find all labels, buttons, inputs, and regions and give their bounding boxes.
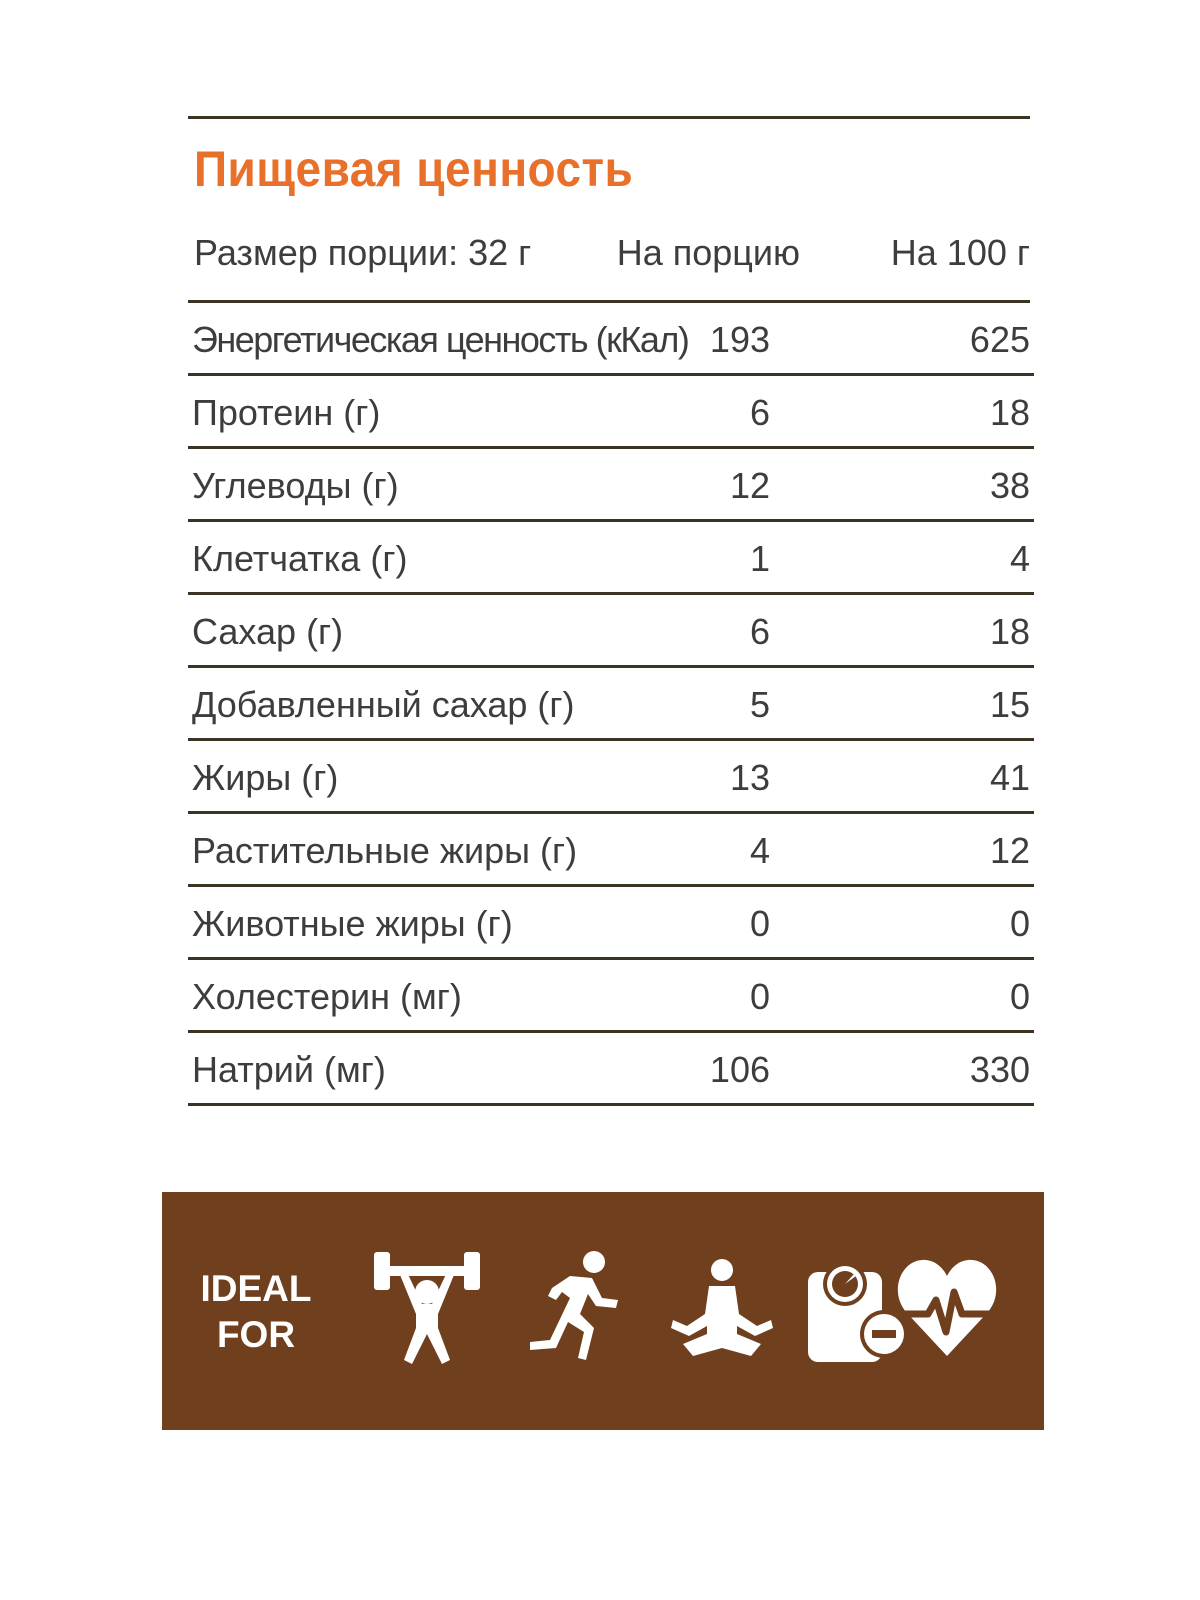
table-row [188, 887, 1034, 960]
per-100g-value: 15 [989, 684, 1030, 725]
table-header [194, 232, 1030, 292]
nutrition-table [188, 303, 1034, 1106]
per-100g-value: 0 [1009, 976, 1030, 1017]
per-100g-value: 625 [969, 319, 1030, 360]
per-serving-value: 12 [729, 465, 770, 506]
per-100g-value: 18 [989, 392, 1030, 433]
per-serving-value: 6 [749, 611, 770, 652]
table-row [188, 449, 1034, 522]
per-serving-header: На порцию [616, 232, 800, 273]
top-divider [188, 116, 1030, 119]
per-100g-value: 41 [989, 757, 1030, 798]
per-serving-value: 6 [749, 392, 770, 433]
per-100g-header: На 100 г [890, 232, 1030, 273]
per-100g-value: 38 [989, 465, 1030, 506]
per-100g-value: 18 [989, 611, 1030, 652]
per-100g-value: 4 [1009, 538, 1030, 579]
ideal-for-band [162, 1192, 1044, 1430]
per-serving-value: 13 [729, 757, 770, 798]
ideal-line: IDEAL [200, 1268, 312, 1309]
per-serving-value: 0 [749, 903, 770, 944]
nutrient-name: Холестерин (мг) [192, 976, 462, 1017]
nutrient-name: Растительные жиры (г) [192, 830, 578, 871]
table-row [188, 376, 1034, 449]
table-row [188, 814, 1034, 887]
per-serving-value: 5 [749, 684, 770, 725]
running-icon [522, 1248, 632, 1368]
nutrient-name: Жиры (г) [192, 757, 339, 798]
per-serving-value: 193 [709, 319, 770, 360]
nutrient-name: Углеводы (г) [192, 465, 399, 506]
per-serving-value: 106 [709, 1049, 770, 1090]
heart-rate-icon [892, 1248, 1002, 1368]
table-row [188, 668, 1034, 741]
weightlifting-icon [372, 1248, 482, 1368]
per-100g-value: 12 [989, 830, 1030, 871]
table-row [188, 522, 1034, 595]
table-row [188, 960, 1034, 1033]
nutrient-name: Натрий (мг) [192, 1049, 386, 1090]
ideal-for-label [196, 1266, 316, 1358]
per-serving-value: 1 [749, 538, 770, 579]
table-row [188, 303, 1034, 376]
nutrient-name: Добавленный сахар (г) [192, 684, 575, 725]
table-row [188, 741, 1034, 814]
panel-title: Пищевая ценность [194, 141, 634, 197]
per-100g-value: 330 [969, 1049, 1030, 1090]
nutrient-name: Животные жиры (г) [192, 903, 513, 944]
per-serving-value: 0 [749, 976, 770, 1017]
nutrient-name: Энергетическая ценность (кКал) [192, 319, 689, 360]
table-row [188, 1033, 1034, 1106]
nutrient-name: Протеин (г) [192, 392, 381, 433]
per-serving-value: 4 [749, 830, 770, 871]
nutrient-name: Клетчатка (г) [192, 538, 408, 579]
per-100g-value: 0 [1009, 903, 1030, 944]
for-line: FOR [216, 1314, 296, 1355]
serving-size-label: Размер порции: 32 г [194, 232, 532, 273]
meditation-icon [667, 1248, 777, 1368]
nutrient-name: Сахар (г) [192, 611, 344, 652]
table-row [188, 595, 1034, 668]
